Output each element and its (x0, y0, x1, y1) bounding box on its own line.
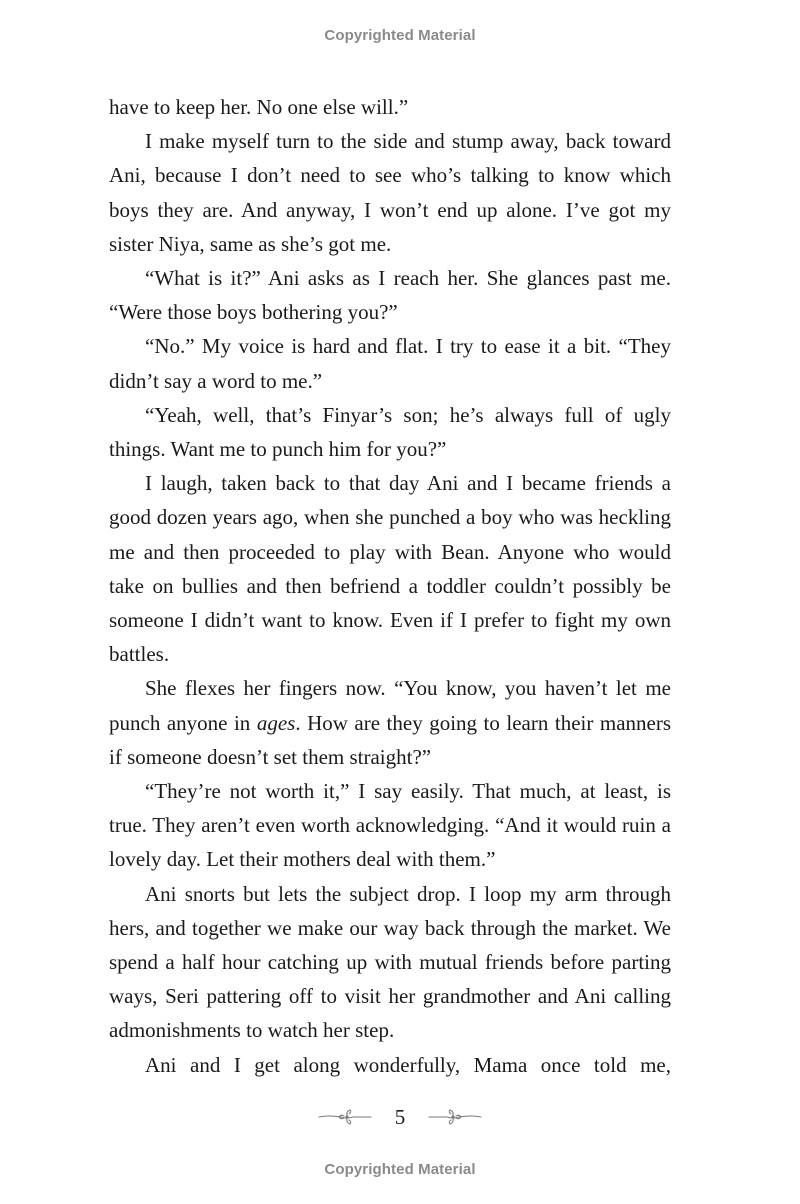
flourish-left-icon (317, 1107, 373, 1127)
paragraph-8: “They’re not worth it,” I say easily. That much, at least, is true. They aren’t even worth acknowledging. “And it would ruin a lovely day. Let their mothers deal with them.” (109, 779, 671, 872)
paragraph-10: Ani and I get along wonderfully, Mama once told me, (145, 1052, 671, 1077)
flourish-right-icon (427, 1107, 483, 1127)
page-body-text (109, 90, 671, 1082)
paragraph-7-start: She flexes her fingers now. “You know, you haven’t let me punch anyone in (109, 676, 671, 735)
paragraph-1: have to keep her. No one else will.” (109, 95, 409, 119)
paragraph-7-italic: ages (256, 710, 296, 735)
paragraph-9: Ani snorts but lets the subject drop. I loop my arm through hers, and together we make our way back through the market. We spend a half hour catching up with mutual friends before parting ways, Seri pattering off to visit her grandmother and Ani calling admonishments to watch her step. (109, 881, 671, 1043)
paragraph-7-end: . How are they going to learn their manners if someone doesn’t set them straight?” (109, 710, 672, 769)
paragraph-3: “What is it?” Ani asks as I reach her. She glances past me. “Were those boys bothering you?” (109, 266, 671, 325)
paragraph-2: I make myself turn to the side and stump away, back toward Ani, because I don’t need to see who’s talking to know which boys they are. And anyway, I won’t end up alone. I’ve got my sister Niya, same as she’s got me. (109, 129, 671, 256)
paragraph-4: “No.” My voice is hard and flat. I try to ease it a bit. “They didn’t say a word to me.” (109, 334, 671, 393)
paragraph-7 (109, 671, 671, 774)
page-number: 5 (394, 1104, 406, 1129)
copyright-watermark-top: Copyrighted Material (324, 27, 476, 44)
paragraph-5: “Yeah, well, that’s Finyar’s son; he’s always full of ugly things. Want me to punch him for you?” (109, 402, 671, 462)
page-footer (0, 1102, 800, 1132)
copyright-watermark-bottom: Copyrighted Material (324, 1161, 476, 1178)
paragraph-6: I laugh, taken back to that day Ani and I became friends a good dozen years ago, when she punched a boy who was heckling me and then proceeded to play with Bean. Anyone who would take on bullies and then befriend a toddler couldn’t possibly be someone I didn’t want to know. Even if I prefer to fight my own battles. (109, 471, 671, 667)
